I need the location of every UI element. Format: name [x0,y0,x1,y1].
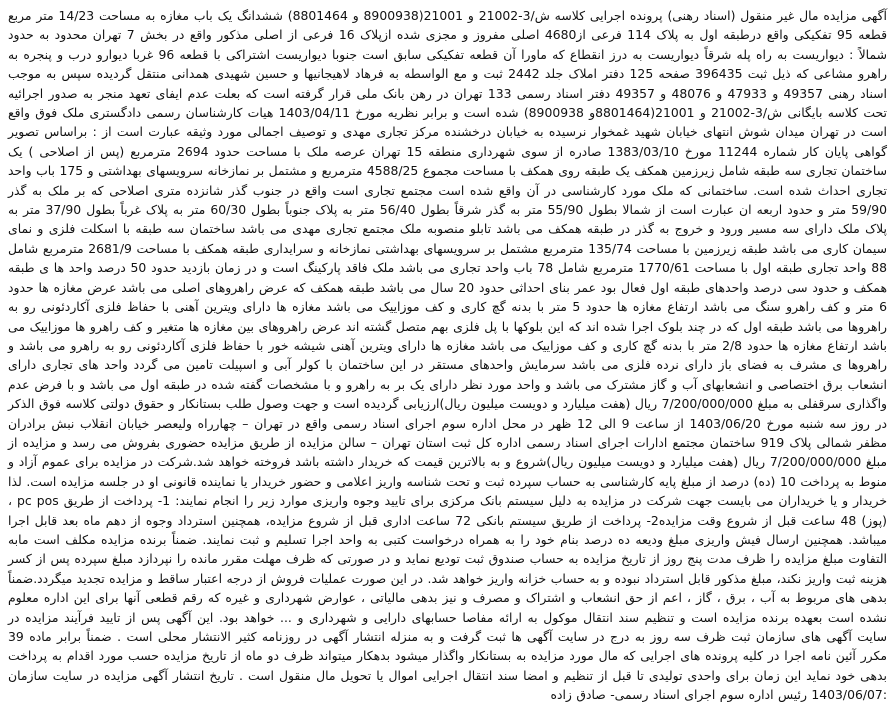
auction-notice-body: آگهی مزایده مال غیر منقول (اسناد رهنی) پرونده اجرایی کلاسه ش/3-21002 و 21001(8900938 و 8801464) ششدانگ یک باب مغازه به مساحت 14/23 متر مربع قطعه 95 تفکیکی واقع درطبقه اول به پلاک 114 فرعی از4680 اصلی مفروز و مجزی شده ازپلاک 16 فرعی از اصلی مذکور واقع در بخش 7 تهران محدود به حدود شمالاً : دیواریست به راه پله شرقاً دیواریست به درز انقطاع که ماورا آن قطعه تفکیکی سابق است جنوبا دیواریست اشتراکی با قطعه 96 غربا دیوارو درب و پنجره به راهرو مشاعی که ذیل ثبت 396435 صفحه 125 دفتر املاک جلد 2442 ثبت و مع الواسطه به فرهاد لاهیجانیها و حسین شهیدی همدانی منتقل گردیده سپس به موجب اسناد رهنی 49357 و 47933 و 48076 و 49357 دفتر اسناد رسمی 133 تهران در رهن بانک ملی قرار گرفته است که بعلت عدم ایفای تعهد منجر به صدور اجرائیه تحت کلاسه بایگانی ش/3-21002 و 21001(8801464و 8900938) شده است و برابر نظریه مورخ 1403/04/11 هیات کارشناسان رسمی دادگستری ملک فوق واقع است در تهران میدان شوش انتهای خیابان شهید غمخوار نرسیده به خیابان درخشنده مرکز تجاری مهدی و توصیف اجمالی مورد وثیقه عبارت است از : براساس تصویر گواهی پایان کار شماره 11244 مورخ 1383/03/10 صادره از سوی شهرداری منطقه 15 تهران عرصه ملک با مساحت حدود 2694 مترمربع (پس از اصلاحی ) یک ساختمان تجاری سه طبقه شامل زیرزمین همکف یک طبقه روی همکف با مساحت مجموع 4588/25 مترمربع و مشتمل بر نمازخانه سرویسهای بهداشتی و 175 باب واحد تجاری احداث شده است. ساختمانی که ملک مورد کارشناسی در آن واقع شده است مجتمع تجاری است واقع در جنوب گذر شانزده متری اصلاحی که بر ملک به گذر 59/90 متر و حدود اربعه ان عبارت است از شمالا بطول 55/90 متر به گذر شرقاً بطول 56/40 متر به پلاک جنوباً بطول 60/30 متر به پلاک غرباً بطول 37/90 متر به پلاک ملک دارای سه مسیر ورود و خروج به گذر در طبقه همکف می باشد تابلو منصوبه ملک مجتمع تجاری مهدی می باشد ساختمان سه طبقه با اسکلت فلزی و نمای سیمان کاری می باشد طبقه زیرزمین با مساحت 135/74 مترمربع مشتمل بر سرویسهای بهداشتی نمازخانه و سرایداری طبقه همکف با مساحت 2681/9 مترمربع شامل 88 واحد تجاری طبقه اول با مساحت 1770/61 مترمربع شامل 78 باب واحد تجاری می باشد ملک فاقد پارکینگ است و در زمان بازدید حدود 50 درصد واحد ها ی طبقه همکف و حدود سی درصد واحدهای طبقه اول فعال بود عمر بنای احداثی حدود 20 سال می باشد طبقه همکف که عرض راهروهای اصلی می باشد عرض مغازه ها حدود 6 متر و کف راهرو سنگ می باشد ارتفاع مغازه ها حدود 5 متر با بدنه گچ کاری و کف موزاییک می باشد مغازه ها دارای ویترین آهنی با حفاظ فلزی آکاردئونی رو به راهروها می باشد طبقه اول که در چند بلوک اجرا شده اند که این بلوکها با پل فلزی بهم متصل گشته اند عرض راهروهای بین مغازه ها متغیر و کف راهرو ها موزاییک می باشد ارتفاع مغازه ها حدود 2/8 متر با بدنه گچ کاری و کف موزاییک می باشد مغازه ها دارای ویترین آهنی شیشه خور با حفاظ فلزی آکاردئونی رو به راهرو می باشد و راهروها ی مشرف به فضای باز دارای نرده فلزی می باشد سرمایش واحدهای مستقر در این ساختمان با کولر آبی و اسپیلت تامین می گردد واحد های تجاری دارای انشعاب برق اختصاصی و انشعابهای آب و گاز مشترک می باشد و واحد مورد نظر دارای یک بر به راهرو و با مشخصات گفته شده در طبقه اول می باشد و با فرض عدم واگذاری سرقفلی به مبلغ 7/200/000/000 ریال (هفت میلیارد و دویست میلیون ریال)ارزیابی گردیده است و جهت وصول طلب بستانکار و حقوق دولتی کلاسه فوق الذکر در روز سه شنبه مورخ 1403/06/20 از ساعت 9 الی 12 ظهر در محل اداره سوم اجرای اسناد رسمی واقع در تهران – چهارراه ولیعصر خیابان انقلاب نبش برادران مظفر شمالی پلاک 919 ساختمان مجتمع ادارات اجرای اسناد رسمی اداره کل ثبت استان تهران – سالن مزایده از طریق مزایده حضوری بفروش می رسد و مزایده از مبلغ 7/200/000/000 ریال (هفت میلیارد و دویست میلیون ریال)شروع و به بالاترین قیمت که خریدار داشته باشد فروخته خواهد شد.شرکت در مزایده برای عموم آزاد و منوط به پرداخت 10 (ده) درصد از مبلغ پایه کارشناسی به حساب سپرده ثبت و تحت شناسه واریز اعلامی و حضور خریدار یا نماینده قانونی او در جلسه مزایده است. لذا خریدار و یا خریداران می بایست جهت شرکت در مزایده به دلیل سیستم بانک مرکزی برای تایید وجوه واریزی موارد زیر را انجام نمایند: 1- پرداخت از طریق pc pos ، (پوز) 48 ساعت قبل از شروع وقت مزایده2- پرداخت از طریق سیستم بانکی 72 ساعت اداری قبل از شروع مزایده، همچنین استرداد وجوه از دهم ماه بعد قابل اجرا میباشد. همچنین ارسال فیش واریزی مبلغ ودیعه ده درصد بنام خود را به همراه درخواست کتبی به واحد اجرا تسلیم و ثبت نمایند. ضمناً برنده مزایده مکلف است مابه التفاوت مبلغ مزایده را ظرف مدت پنج روز از تاریخ مزایده به حساب صندوق ثبت تودیع نماید و در صورتی که ظرف مهلت مقرر مانده را نپردازد مبلغ سپرده پس از کسر هزینه ثبت واریز نکند، مبلغ مذکور قابل استرداد نبوده و به حساب خزانه واریز خواهد شد. در این صورت عملیات فروش از درجه اعتبار ساقط و مزایده تجدید میگردد.ضمناً بدهی های مربوط به آب ، برق ، گاز ، اعم از حق انشعاب و اشتراک و مصرف و نیز بدهی مالیاتی ، عوارض شهرداری و غیره که رقم قطعی آنها برای این اداره معلوم نشده است بعهده برنده مزایده است و تنظیم سند انتقال موکول به ارائه مفاصا حسابهای دارایی و شهرداری و ... خواهد بود. این آگهی پس از تایید فرآیند مزایده در سایت آگهی های سازمان ثبت ظرف سه روز به درج در سایت آگهی ها ثبت گرفت و به منزله انتشار آگهی در روزنامه کثیر الانتشار محلی است . ضمناً برابر ماده 39 مکرر آئین نامه اجرا در کلیه پرونده های اجرایی که مال مورد مزایده به بستانکار واگذار میشود بدهکار میتواند ظرف دو ماه از تاریخ مزایده حسب مورد اقدام به پرداخت بدهی خود نماید این زمان برای واحدی تولیدی تا قبل از تنظیم و امضا سند انتقال اجرایی اموال یا تحویل مال منقول است . تاریخ انتشار آگهی مزایده در سایت سازمان :1403/06/07 رئیس اداره سوم اجرای اسناد رسمی- صادق زاده [8,8,888,703]
